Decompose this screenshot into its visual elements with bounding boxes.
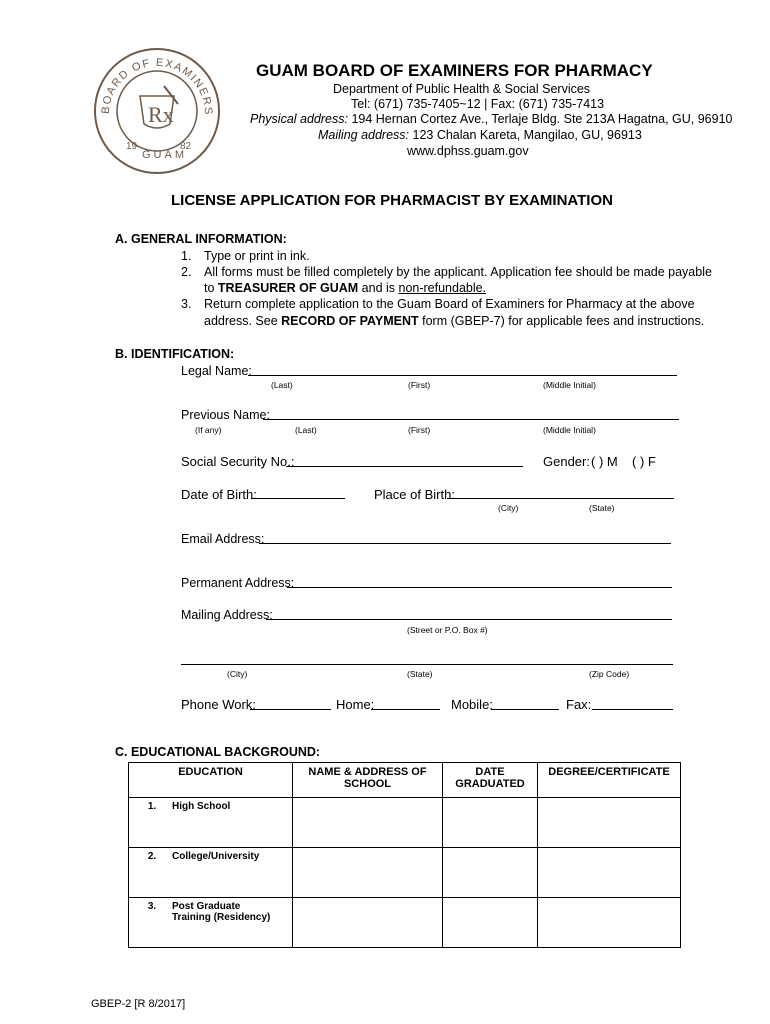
- seal-year-right: 82: [180, 141, 192, 152]
- instruction-3-number: 3.: [181, 297, 192, 311]
- row-number: 1.: [147, 801, 157, 812]
- date-graduated-cell[interactable]: [443, 898, 538, 948]
- row-label: Post Graduate Training (Residency): [172, 901, 271, 923]
- date-graduated-cell[interactable]: [443, 798, 538, 848]
- gender-label: Gender:: [543, 454, 590, 469]
- website: www.dphss.guam.gov: [407, 144, 529, 158]
- column-education: EDUCATION: [129, 763, 293, 798]
- mailing-address-label: Mailing address:: [318, 128, 410, 142]
- department-name: Department of Public Health & Social Services: [333, 82, 591, 96]
- phone-mobile-field[interactable]: [491, 709, 559, 710]
- phone-home-field[interactable]: [371, 709, 440, 710]
- permanent-address-field[interactable]: [287, 587, 672, 588]
- previous-name-middle-caption: (Middle Initial): [543, 425, 596, 435]
- instruction-2-mid: and is: [358, 281, 399, 295]
- rx-symbol: Rx: [148, 102, 174, 127]
- instruction-3-pre: address. See: [204, 314, 282, 328]
- pob-field[interactable]: [447, 498, 674, 499]
- instruction-3-line1: Return complete application to the Guam Board of Examiners for Pharmacy at the above: [204, 297, 695, 311]
- legal-name-first-caption: (First): [408, 380, 431, 390]
- seal-outer-text: BOARD OF EXAMINERS: [99, 56, 215, 117]
- instruction-3-post: form (GBEP-7) for applicable fees and instructions.: [418, 314, 705, 328]
- seal-year-left: 19: [126, 141, 138, 152]
- table-row: [129, 798, 681, 848]
- legal-name-label: Legal Name:: [181, 364, 252, 378]
- column-degree: DEGREE/CERTIFICATE: [538, 763, 681, 798]
- fax-label: Fax:: [566, 697, 592, 712]
- previous-name-field[interactable]: [263, 419, 679, 420]
- fax-field[interactable]: [592, 709, 673, 710]
- education-level-cell: [129, 898, 293, 948]
- instruction-2-number: 2.: [181, 265, 192, 279]
- contact-phone: Tel: (671) 735-7405~12 | Fax: (671) 735-7413: [351, 97, 605, 111]
- date-graduated-cell[interactable]: [443, 848, 538, 898]
- dob-field[interactable]: [251, 498, 345, 499]
- instruction-2-line1: All forms must be filled completely by the applicant. Application fee should be made payable: [204, 265, 712, 279]
- legal-name-field[interactable]: [248, 375, 677, 376]
- record-of-payment-text: RECORD OF PAYMENT: [281, 314, 419, 328]
- table-row: [129, 898, 681, 948]
- email-field[interactable]: [259, 543, 671, 544]
- phone-work-field[interactable]: [250, 709, 331, 710]
- form-title: LICENSE APPLICATION FOR PHARMACIST BY EXAMINATION: [171, 192, 613, 209]
- row-number: 3.: [147, 901, 157, 912]
- mailing-address-value: 123 Chalan Kareta, Mangilao, GU, 96913: [409, 128, 642, 142]
- mailing-address-label: Mailing Address:: [181, 608, 273, 622]
- instruction-1-number: 1.: [181, 249, 192, 263]
- school-cell[interactable]: [293, 848, 443, 898]
- non-refundable-text: non-refundable.: [398, 281, 487, 295]
- physical-address-label: Physical address:: [250, 112, 348, 126]
- permanent-address-label: Permanent Address:: [181, 576, 295, 590]
- legal-name-last-caption: (Last): [271, 380, 293, 390]
- board-title: GUAM BOARD OF EXAMINERS FOR PHARMACY: [256, 61, 653, 80]
- pob-city-caption: (City): [498, 503, 519, 513]
- section-c-heading: C. EDUCATIONAL BACKGROUND:: [115, 745, 321, 759]
- board-seal: [92, 46, 222, 176]
- seal-bottom-text: GUAM: [142, 149, 187, 161]
- previous-name-label: Previous Name:: [181, 408, 270, 422]
- school-cell[interactable]: [293, 898, 443, 948]
- education-table: [128, 762, 681, 948]
- pob-state-caption: (State): [589, 503, 615, 513]
- education-table-header: [129, 763, 681, 798]
- instruction-1: Type or print in ink.: [204, 249, 310, 263]
- ssn-label: Social Security No.:: [181, 454, 295, 469]
- phone-home-label: Home:: [336, 697, 375, 712]
- gender-male-option[interactable]: ( ) M: [591, 454, 618, 469]
- ssn-field[interactable]: [286, 466, 523, 467]
- treasurer-text: TREASURER OF GUAM: [217, 281, 359, 295]
- mailing-address-field[interactable]: [266, 619, 672, 620]
- gender-female-option[interactable]: ( ) F: [632, 454, 656, 469]
- previous-name-if-any-caption: (If any): [195, 425, 222, 435]
- instruction-3-line2: [204, 314, 704, 328]
- column-date-graduated: DATE GRADUATED: [443, 763, 538, 798]
- mailing-city-caption: (City): [227, 669, 248, 679]
- phone-work-label: Phone Work:: [181, 697, 256, 712]
- mailing-street-caption: (Street or P.O. Box #): [407, 625, 488, 635]
- physical-address-value: 194 Hernan Cortez Ave., Terlaje Bldg. Ste 213A Hagatna, GU, 96910: [347, 112, 733, 126]
- row-label: High School: [172, 801, 231, 812]
- previous-name-first-caption: (First): [408, 425, 431, 435]
- mailing-address: [318, 128, 642, 142]
- section-a-heading: A. GENERAL INFORMATION:: [115, 232, 287, 246]
- row-number: 2.: [147, 851, 157, 862]
- previous-name-last-caption: (Last): [295, 425, 317, 435]
- section-b-heading: B. IDENTIFICATION:: [115, 347, 235, 361]
- legal-name-middle-caption: (Middle Initial): [543, 380, 596, 390]
- physical-address: [250, 112, 732, 126]
- table-row: [129, 848, 681, 898]
- email-label: Email Address:: [181, 532, 265, 546]
- mailing-zip-caption: (Zip Code): [589, 669, 630, 679]
- form-code-footer: GBEP-2 [R 8/2017]: [91, 998, 186, 1010]
- degree-cell[interactable]: [538, 798, 681, 848]
- school-cell[interactable]: [293, 798, 443, 848]
- instruction-2-to: to: [204, 281, 218, 295]
- dob-label: Date of Birth:: [181, 487, 257, 502]
- instruction-2-line2: [204, 281, 486, 295]
- column-school: NAME & ADDRESS OF SCHOOL: [293, 763, 443, 798]
- degree-cell[interactable]: [538, 898, 681, 948]
- seal-graphic: [92, 46, 222, 176]
- education-level-cell: [129, 798, 293, 848]
- pob-label: Place of Birth:: [374, 487, 455, 502]
- degree-cell[interactable]: [538, 848, 681, 898]
- education-level-cell: [129, 848, 293, 898]
- phone-mobile-label: Mobile:: [451, 697, 493, 712]
- mailing-state-caption: (State): [407, 669, 433, 679]
- row-label: College/University: [172, 851, 260, 862]
- mailing-city-state-zip-field[interactable]: [181, 664, 673, 665]
